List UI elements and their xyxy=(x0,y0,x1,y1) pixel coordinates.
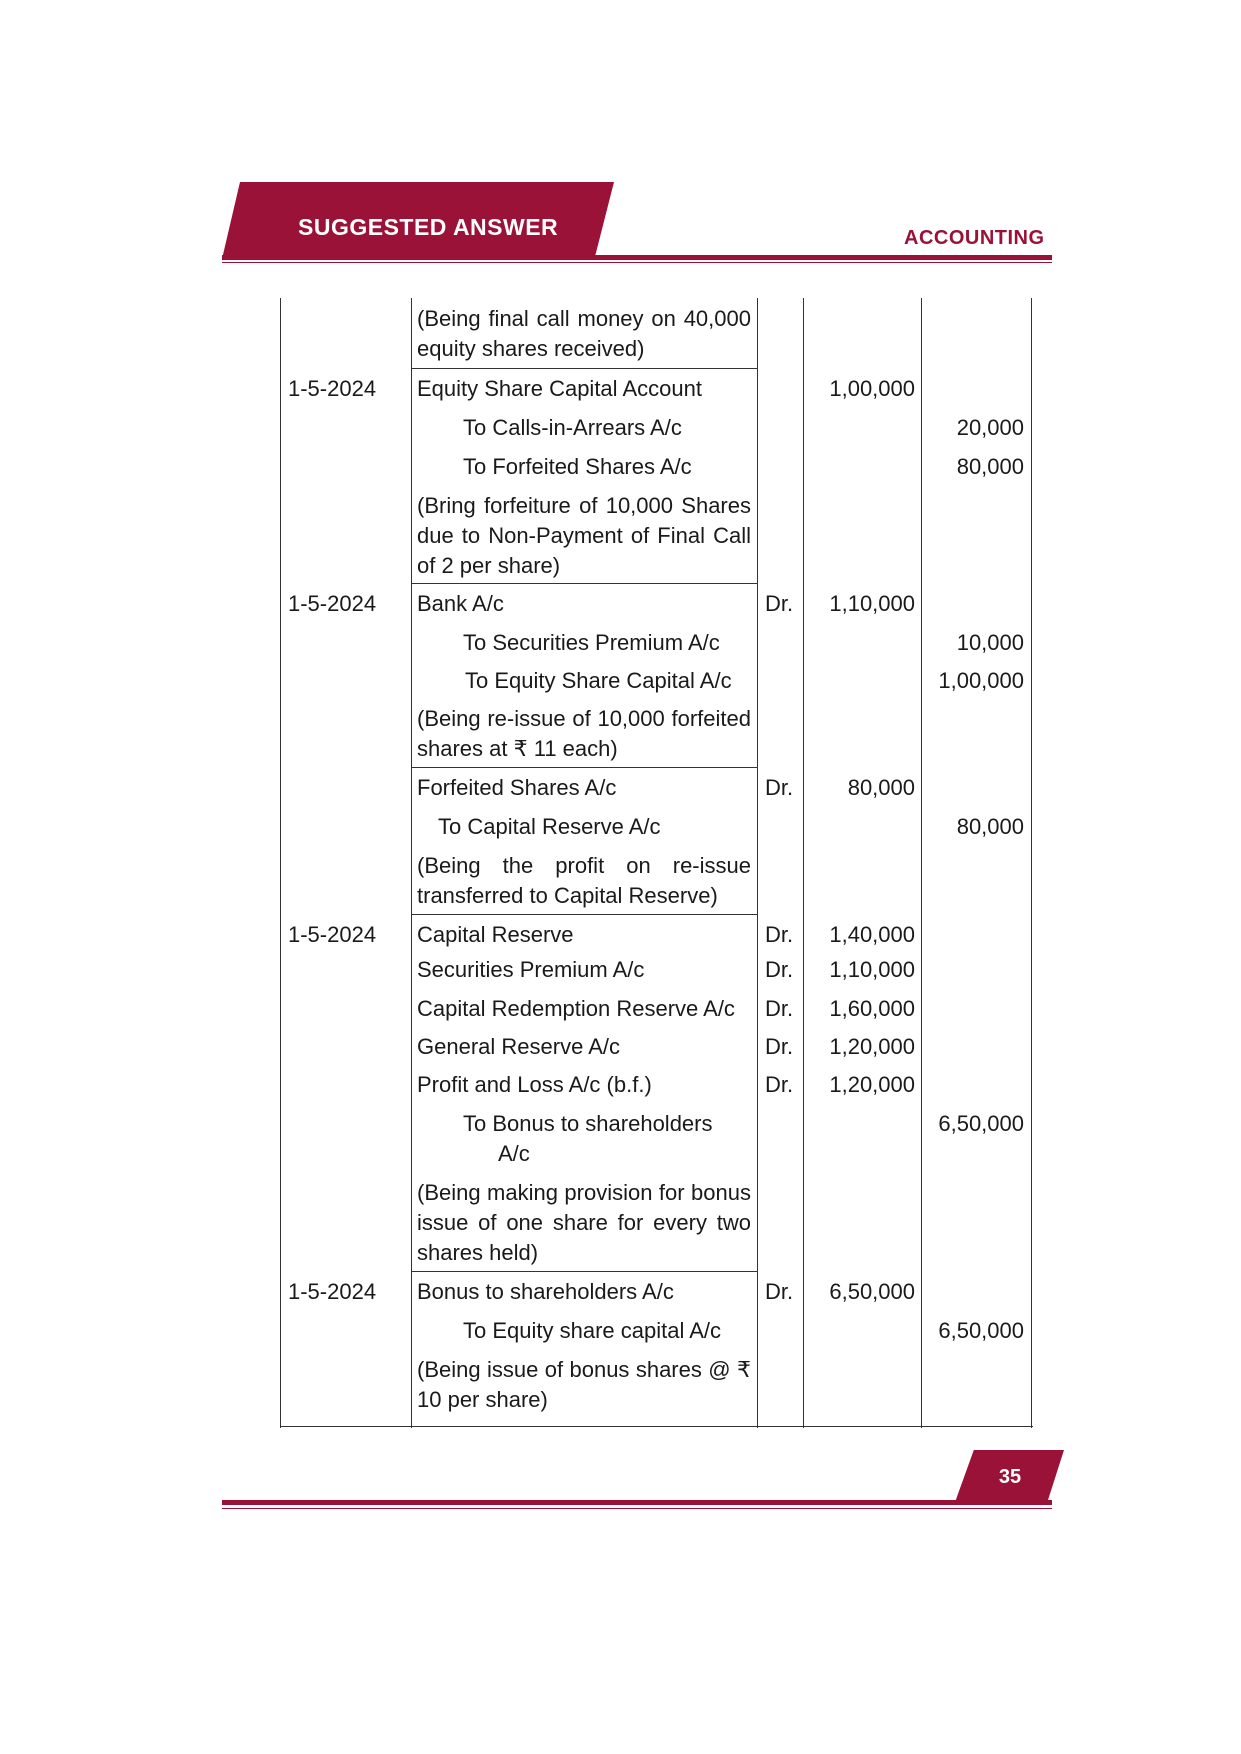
column-border-date xyxy=(280,298,281,1428)
journal-table xyxy=(280,298,1031,1428)
journal-line-particulars: To Equity share capital A/c xyxy=(463,1318,722,1343)
journal-line-particulars: Profit and Loss A/c (b.f.) xyxy=(417,1072,652,1097)
journal-line-dr: Dr. xyxy=(764,996,794,1021)
footer-rule-thin xyxy=(222,1508,1052,1509)
entry-narration: (Bring forfeiture of 10,000 Shares due to Non-Payment of Final Call of 2 per share) xyxy=(417,493,751,578)
journal-line-dr: Dr. xyxy=(764,1072,794,1097)
table-bottom-border xyxy=(280,1426,1033,1427)
journal-line-debit: 1,20,000 xyxy=(829,1034,915,1059)
header-right-title: ACCOUNTING xyxy=(904,227,1045,249)
journal-line-dr: Dr. xyxy=(764,957,794,982)
header-rule xyxy=(222,255,1052,260)
journal-line-credit: 1,00,000 xyxy=(938,668,1024,693)
journal-line-particulars: To Forfeited Shares A/c xyxy=(463,454,692,479)
journal-line-credit: 6,50,000 xyxy=(938,1111,1024,1136)
journal-line-debit: 80,000 xyxy=(847,775,915,800)
entry-narration: (Being issue of bonus shares @ ₹ 10 per share) xyxy=(417,1357,751,1412)
entry-date: 1-5-2024 xyxy=(288,376,377,401)
entry-narration: (Being making provision for bonus issue of one share for every two shares held) xyxy=(417,1180,751,1265)
journal-line-dr: Dr. xyxy=(764,591,794,616)
journal-line-particulars: Capital Redemption Reserve A/c xyxy=(417,996,735,1021)
journal-line-particulars xyxy=(463,1109,751,1169)
header-left-title: SUGGESTED ANSWER xyxy=(298,214,559,240)
column-border-particulars xyxy=(411,298,412,1428)
journal-line-particulars: General Reserve A/c xyxy=(417,1034,620,1059)
entry-separator xyxy=(411,368,757,369)
journal-line-debit: 6,50,000 xyxy=(829,1279,915,1304)
column-border-right xyxy=(1031,298,1032,1428)
narration-top: (Being final call money on 40,000 equity shares received) xyxy=(417,306,751,361)
journal-line-particulars: Bank A/c xyxy=(417,591,504,616)
journal-line-particulars: Capital Reserve xyxy=(417,922,574,947)
journal-line-particulars-text: To Bonus to shareholders xyxy=(463,1111,713,1136)
journal-line-particulars: Forfeited Shares A/c xyxy=(417,775,617,800)
journal-line-particulars: To Securities Premium A/c xyxy=(463,630,720,655)
journal-line-credit: 80,000 xyxy=(956,454,1024,479)
journal-line-debit: 1,40,000 xyxy=(829,922,915,947)
entry-separator xyxy=(411,914,757,915)
journal-line-debit: 1,10,000 xyxy=(829,957,915,982)
journal-line-particulars: To Equity Share Capital A/c xyxy=(465,668,732,693)
entry-separator xyxy=(411,767,757,768)
entry-date: 1-5-2024 xyxy=(288,591,377,616)
journal-line-debit: 1,00,000 xyxy=(829,376,915,401)
journal-line-credit: 10,000 xyxy=(956,630,1024,655)
journal-line-credit: 6,50,000 xyxy=(938,1318,1024,1343)
entry-date: 1-5-2024 xyxy=(288,1279,377,1304)
header-rule-thin xyxy=(222,262,1052,263)
journal-line-debit: 1,20,000 xyxy=(829,1072,915,1097)
entry-separator xyxy=(411,583,757,584)
journal-line-credit: 80,000 xyxy=(956,814,1024,839)
journal-line-particulars: To Calls-in-Arrears A/c xyxy=(463,415,682,440)
journal-line-credit: 20,000 xyxy=(956,415,1024,440)
entry-narration: (Being the profit on re-issue transferred to Capital Reserve) xyxy=(417,853,751,908)
column-border-debit xyxy=(803,298,804,1428)
journal-line-dr: Dr. xyxy=(764,1034,794,1059)
entry-narration: (Being re-issue of 10,000 forfeited shares at ₹ 11 each) xyxy=(417,706,751,761)
journal-line-debit: 1,60,000 xyxy=(829,996,915,1021)
journal-line-particulars: To Capital Reserve A/c xyxy=(438,814,661,839)
journal-line-particulars: Equity Share Capital Account xyxy=(417,376,702,401)
journal-line-dr: Dr. xyxy=(764,922,794,947)
footer-rule xyxy=(222,1500,1052,1505)
entry-separator xyxy=(411,1271,757,1272)
column-border-dr xyxy=(757,298,758,1428)
entry-date: 1-5-2024 xyxy=(288,922,377,947)
journal-line-particulars-cont: A/c xyxy=(498,1141,530,1166)
journal-line-dr: Dr. xyxy=(764,1279,794,1304)
journal-line-dr: Dr. xyxy=(764,775,794,800)
journal-line-particulars: Securities Premium A/c xyxy=(417,957,645,982)
page-number: 35 xyxy=(998,1466,1022,1488)
journal-line-particulars: Bonus to shareholders A/c xyxy=(417,1279,674,1304)
journal-line-debit: 1,10,000 xyxy=(829,591,915,616)
